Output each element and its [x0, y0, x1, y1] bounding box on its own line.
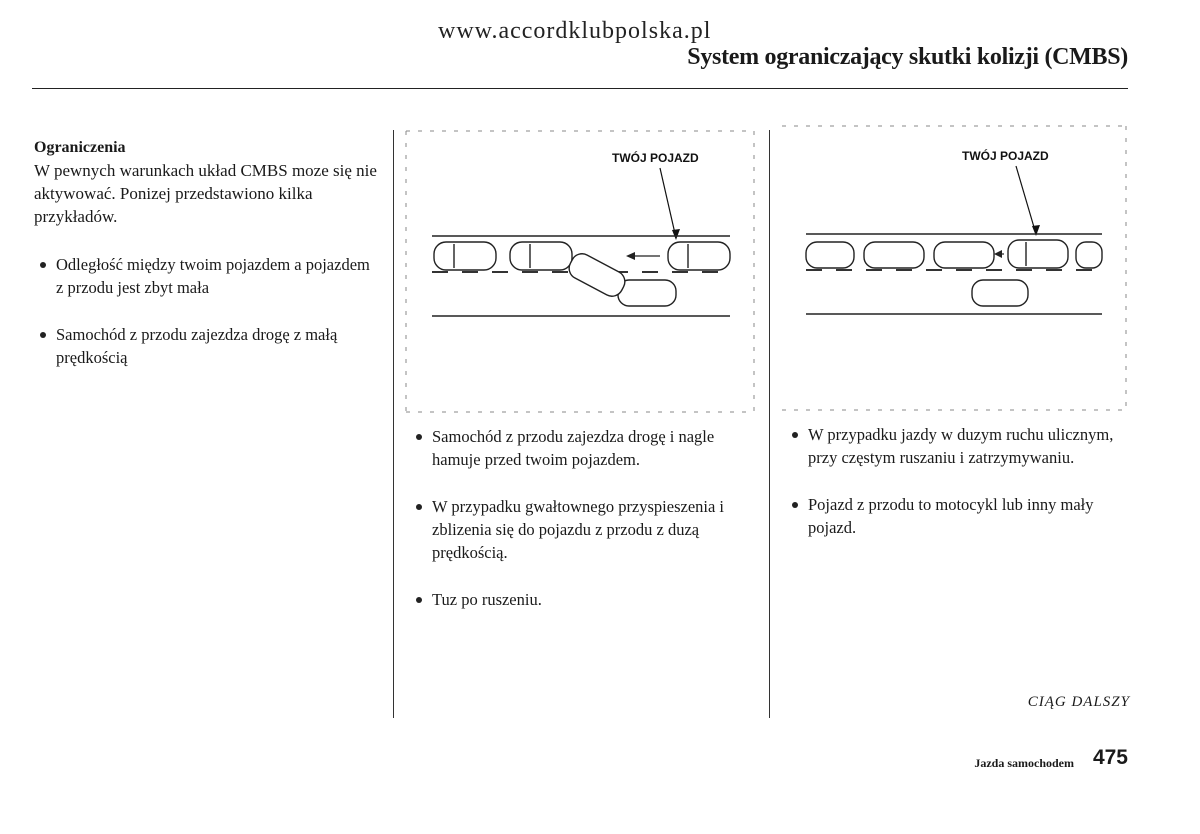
list-item: W przypadku jazdy w duzym ruchu ulicznym, przy częstym ruszaniu i zatrzymywaniu.	[786, 423, 1116, 469]
intro-text: W pewnych warunkach układ CMBS moze się nie aktywować. Ponizej przedstawiono kilka przykładów.	[34, 161, 377, 226]
column-divider-left	[393, 130, 394, 718]
page-title: System ograniczający skutki kolizji (CMBS)	[687, 44, 1128, 70]
list-item: Samochód z przodu zajezdza drogę i nagle hamuje przed twoim pojazdem.	[410, 425, 760, 471]
footer-section-name: Jazda samochodem	[974, 756, 1074, 770]
diagram-cut-in	[404, 128, 756, 416]
middle-bullet-list	[410, 425, 760, 635]
left-bullet-list	[34, 253, 379, 369]
continued-label: CIĄG DALSZY	[1027, 694, 1130, 710]
list-item: Tuz po ruszeniu.	[410, 588, 760, 611]
diagram-heavy-traffic	[780, 122, 1130, 416]
list-item: Pojazd z przodu to motocykl lub inny mały pojazd.	[786, 493, 1116, 539]
header-rule	[32, 88, 1128, 89]
diagram-label: TWÓJ POJAZD	[962, 149, 1049, 163]
right-bullet-list	[786, 423, 1116, 563]
diagram-label: TWÓJ POJAZD	[612, 151, 699, 165]
list-item: Odległość między twoim pojazdem a pojazdem z przodu jest zbyt mała	[34, 253, 379, 299]
page-number: 475	[1092, 746, 1128, 769]
column-divider-right	[769, 130, 770, 718]
section-heading: Ograniczenia	[34, 139, 126, 156]
list-item: W przypadku gwałtownego przyspieszenia i zblizenia się do pojazdu z przodu z duzą prędkością.	[410, 495, 760, 564]
limitations-intro	[34, 136, 379, 393]
watermark-url: www.accordklubpolska.pl	[438, 18, 712, 44]
list-item: Samochód z przodu zajezdza drogę z małą prędkością	[34, 323, 379, 369]
